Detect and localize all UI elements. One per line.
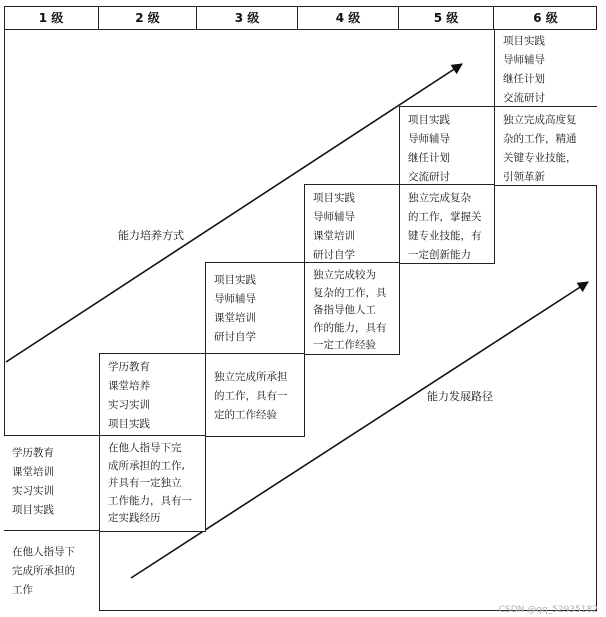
level-header-3: 3 级 <box>197 6 298 30</box>
ability-text: 在他人指导下完 <box>108 442 182 454</box>
ability-text: 工作能力，具有一 <box>108 494 192 507</box>
development-path-label: 能力发展路径 <box>427 390 493 403</box>
stage-3-ability <box>205 353 305 437</box>
level-header-4: 4 级 <box>298 6 399 30</box>
ability-text: 并具有一定独立 <box>108 477 182 489</box>
method-text: 导师辅导 <box>214 293 256 305</box>
ability-text: 关键专业技能， <box>503 152 577 164</box>
level-header-1: 1 级 <box>4 6 99 30</box>
ability-text: 一定创新能力 <box>408 249 471 261</box>
ability-text: 独立完成较为 <box>313 269 376 281</box>
method-text: 项目实践 <box>313 192 355 204</box>
method-text: 导师辅导 <box>408 133 450 145</box>
method-text: 交流研讨 <box>408 171 450 183</box>
method-text: 导师辅导 <box>503 54 545 66</box>
stage-1-methods <box>4 435 100 532</box>
ability-text: 定实践经历 <box>108 512 161 524</box>
method-text: 交流研讨 <box>503 92 545 104</box>
method-text: 继任计划 <box>503 73 545 85</box>
method-text: 课堂培养 <box>108 380 150 392</box>
method-text: 项目实践 <box>408 114 450 126</box>
method-text: 导师辅导 <box>313 211 355 223</box>
level-header-5: 5 级 <box>399 6 494 30</box>
ability-text: 独立完成高度复 <box>503 114 577 126</box>
ability-text: 成所承担的工作, <box>108 459 185 472</box>
method-text: 课堂培训 <box>12 466 54 478</box>
stage-5-methods <box>399 106 495 186</box>
method-text: 项目实践 <box>108 418 150 430</box>
stage-1-ability <box>4 530 100 611</box>
ability-text: 独立完成所承担 <box>214 371 288 383</box>
stage-2-methods <box>99 353 206 437</box>
method-text: 实习实训 <box>108 399 150 411</box>
ability-text: 一定工作经验 <box>313 339 376 351</box>
watermark: CSDN @qq_52935182 <box>498 605 598 615</box>
method-text: 继任计划 <box>408 152 450 164</box>
stage-5-ability <box>399 184 495 264</box>
ability-text: 完成所承担的 <box>12 565 75 577</box>
stage-4-methods <box>304 184 400 264</box>
stage-4-ability <box>304 262 400 355</box>
ability-text: 工作 <box>12 584 33 596</box>
stage-3-methods <box>205 262 305 355</box>
method-text: 实习实训 <box>12 485 54 497</box>
ability-text: 引领革新 <box>503 171 545 183</box>
method-text: 研讨自学 <box>313 249 355 261</box>
method-text: 学历教育 <box>12 447 54 459</box>
ability-text: 键专业技能，有 <box>408 230 482 242</box>
method-text: 学历教育 <box>108 361 150 373</box>
stage-2-ability <box>99 435 206 532</box>
ability-text: 作的能力，具有 <box>313 321 387 334</box>
level-header-6: 6 级 <box>494 6 597 30</box>
ability-text: 复杂的工作，具 <box>313 286 387 299</box>
ability-text: 的工作，掌握关 <box>408 211 482 223</box>
stage-6-ability <box>494 106 597 186</box>
stage-6-methods <box>494 30 597 109</box>
level-header-2: 2 级 <box>99 6 197 30</box>
method-text: 项目实践 <box>12 504 54 516</box>
method-text: 项目实践 <box>214 274 256 286</box>
ability-text: 定的工作经验 <box>214 409 277 421</box>
ability-text: 杂的工作，精通 <box>503 133 577 145</box>
method-text: 课堂培训 <box>313 230 355 242</box>
ability-text: 的工作，具有一 <box>214 390 288 402</box>
ability-text: 备指导他人工 <box>313 304 376 316</box>
method-text: 项目实践 <box>503 35 545 47</box>
method-text: 课堂培训 <box>214 312 256 324</box>
training-method-label: 能力培养方式 <box>118 229 184 242</box>
ability-text: 独立完成复杂 <box>408 192 471 204</box>
method-text: 研讨自学 <box>214 331 256 343</box>
ability-text: 在他人指导下 <box>12 546 75 558</box>
